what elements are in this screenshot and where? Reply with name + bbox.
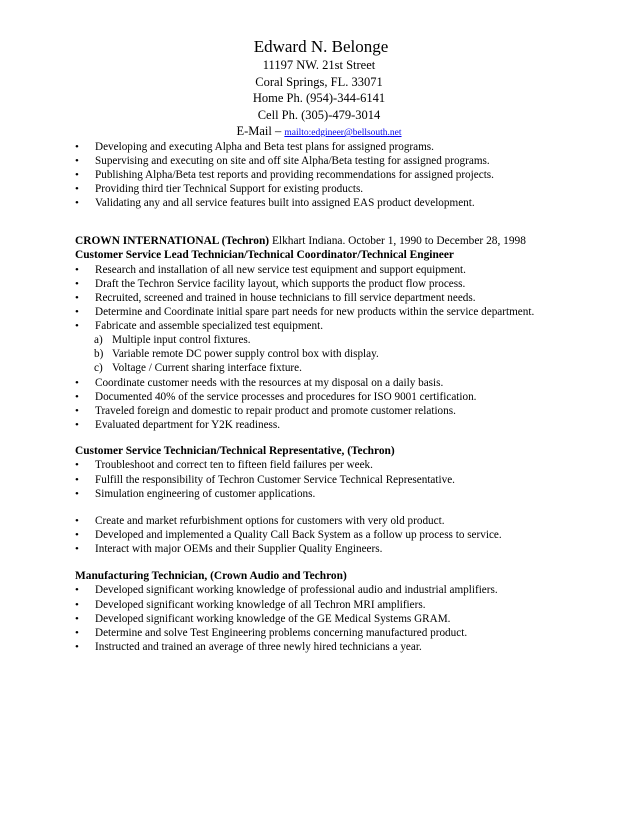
sub-list-text: Voltage / Current sharing interface fixture. (112, 362, 302, 375)
cs-tech-bullet-list-b (75, 514, 595, 556)
job-title: Manufacturing Technician, (Crown Audio and Techron) (75, 570, 347, 582)
crown-bullet-list-b (75, 376, 595, 432)
mfg-section (75, 569, 595, 654)
summary-section (75, 140, 595, 210)
list-item: • Troubleshoot and correct ten to fifteen field failures per week. (75, 458, 595, 472)
sub-list-item (92, 361, 595, 375)
company-location-dates: Elkhart Indiana. October 1, 1990 to December 28, 1998 (269, 235, 526, 247)
list-item: • Developed significant working knowledge of all Techron MRI amplifiers. (75, 598, 595, 612)
list-item: • Create and market refurbishment options for customers with very old product. (75, 514, 595, 528)
contact-header (0, 36, 638, 141)
sub-list-text: Variable remote DC power supply control box with display. (112, 348, 379, 361)
list-item: • Determine and solve Test Engineering problems concerning manufactured product. (75, 626, 595, 640)
list-item: • Interact with major OEMs and their Supplier Quality Engineers. (75, 542, 595, 556)
list-item: • Developed and implemented a Quality Call Back System as a follow up process to service. (75, 528, 595, 542)
list-item: • Validating any and all service features built into assigned EAS product development. (75, 196, 595, 210)
list-item: • Providing third tier Technical Support for existing products. (75, 182, 595, 196)
email-label: E-Mail – (236, 124, 285, 138)
mfg-bullet-list (75, 583, 595, 653)
list-item: • Recruited, screened and trained in house technicians to fill service department needs. (75, 291, 595, 305)
email-link[interactable]: mailto:edgineer@bellsouth.net (284, 128, 402, 138)
candidate-name: Edward N. Belonge (253, 37, 389, 56)
list-item: • Traveled foreign and domestic to repair product and promote customer relations. (75, 404, 595, 418)
sub-list-marker: c) (94, 362, 103, 375)
cs-tech-section (75, 444, 595, 556)
home-phone: Home Ph. (954)-344-6141 (252, 91, 386, 105)
crown-sub-list (75, 333, 595, 375)
list-item: • Fabricate and assemble specialized test equipment. (75, 319, 595, 333)
sub-list-item (92, 333, 595, 347)
job-title: Customer Service Lead Technician/Technical Coordinator/Technical Engineer (75, 249, 454, 262)
list-item: • Fulfill the responsibility of Techron Customer Service Technical Representative. (75, 473, 595, 487)
list-item: • Coordinate customer needs with the resources at my disposal on a daily basis. (75, 376, 595, 390)
list-item: • Publishing Alpha/Beta test reports and providing recommendations for assigned projects. (75, 168, 595, 182)
list-item: • Determine and Coordinate initial spare part needs for new products within the service department. (75, 305, 595, 319)
cs-tech-bullet-list-a (75, 458, 595, 500)
sub-list-text: Multiple input control fixtures. (112, 334, 251, 347)
sub-list-item (92, 347, 595, 361)
job-title: Customer Service Technician/Technical Representative, (Techron) (75, 445, 395, 457)
list-item: • Draft the Techron Service facility layout, which supports the product flow process. (75, 277, 595, 291)
cell-phone: Cell Ph. (305)-479-3014 (257, 107, 381, 122)
list-item: • Documented 40% of the service processes and procedures for ISO 9001 certification. (75, 390, 595, 404)
sub-list-marker: b) (94, 348, 104, 361)
list-item: • Instructed and trained an average of three newly hired technicians a year. (75, 640, 595, 654)
crown-bullet-list-a (75, 263, 595, 333)
sub-list-marker: a) (94, 334, 103, 347)
crown-section (75, 234, 595, 432)
address-line-1: 11197 NW. 21st Street (262, 58, 376, 72)
list-item: • Supervising and executing on site and off site Alpha/Beta testing for assigned programs. (75, 154, 595, 168)
company-name: CROWN INTERNATIONAL (Techron) (75, 235, 270, 247)
summary-bullet-list (75, 140, 595, 210)
list-item: • Simulation engineering of customer applications. (75, 487, 595, 501)
list-item: • Developed significant working knowledge of the GE Medical Systems GRAM. (75, 612, 595, 626)
address-line-2: Coral Springs, FL. 33071 (255, 74, 383, 89)
company-line (75, 234, 595, 248)
list-item: • Evaluated department for Y2K readiness. (75, 418, 595, 432)
list-item: • Developed significant working knowledge of professional audio and industrial amplifiers. (75, 583, 595, 597)
list-item: • Developing and executing Alpha and Beta test plans for assigned programs. (75, 140, 595, 154)
list-item: • Research and installation of all new service test equipment and support equipment. (75, 263, 595, 277)
email-line (0, 123, 638, 141)
